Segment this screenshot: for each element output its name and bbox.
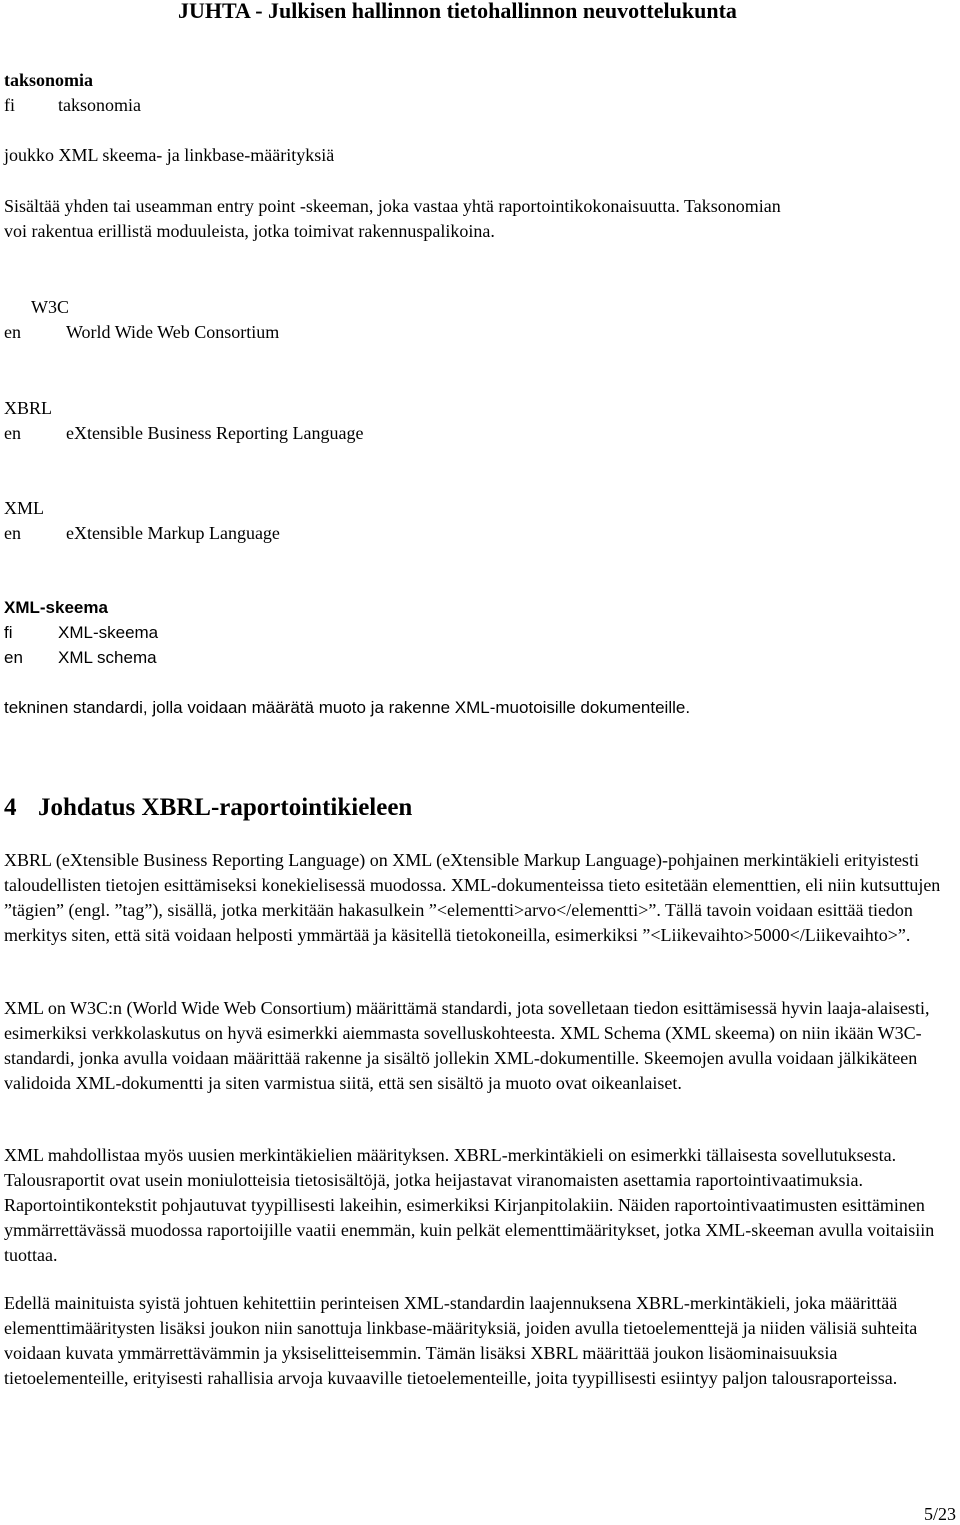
page-number: 5/23 [923, 1504, 956, 1524]
term-en-value: XML schema [58, 648, 157, 667]
term-fi-value: taksonomia [58, 95, 141, 115]
lang-code-en: en [4, 523, 21, 543]
term-w3c: W3C [31, 297, 69, 317]
document-header: JUHTA - Julkisen hallinnon tietohallinnon neuvottelukunta [178, 0, 737, 23]
body-paragraph: Edellä mainituista syistä johtuen kehitettiin perinteisen XML-standardin laajennuksena XBRL-merkintäkieli, joka määrittää elementtimääritysten lisäksi joukon niin sanottuja linkbase-määrityksiä, joiden avulla tietoelementtejä ja niiden välisiä suhteita voidaan kuvata ymmärrettävämmin ja yksiselitteisemmin. Tämän lisäksi XBRL määrittää joukon lisäominaisuuksia tietoelementeille, erityisesti rahallisia arvoja kuvaaville tietoelementeille, joita tyypillisesti esiintyy paljon talousraporteissa. [4, 1293, 918, 1388]
term-note-line: voi rakentua erillistä moduuleista, jotka toimivat rakennuspalikoina. [4, 221, 495, 241]
term-definition: tekninen standardi, jolla voidaan määrätä muoto ja rakenne XML-muotoisille dokumenteille. [4, 698, 691, 717]
body-paragraph: XML mahdollistaa myös uusien merkintäkielien määrityksen. XBRL-merkintäkieli on esimerkki tällaisesta sovellutuksesta. Talousraportit ovat usein moniulotteisia tietosisältöjä, jotka heijastavat viranomaisten asettamia raportointivaatimuksia. Raportointikontekstit pohjautuvat tyypillisesti lakeihin, esimerkiksi Kirjanpitolakiin. Näiden raportointivaatimusten esittäminen ymmärrettävässä muodossa raportoijille vaatii enemmän, kuin pelkät elementtimääritykset, jotka XML-skeeman avulla voitaisiin tuottaa. [4, 1145, 935, 1265]
section-heading [4, 794, 412, 822]
lang-code-en: en [4, 423, 21, 443]
lang-code-en: en [4, 648, 23, 667]
lang-code-en: en [4, 322, 21, 342]
section-number: 4 [4, 794, 17, 821]
term-xml: XML [4, 498, 44, 518]
term-fi-value: XML-skeema [58, 623, 159, 642]
section-title: Johdatus XBRL-raportointikieleen [38, 794, 413, 821]
body-paragraph: XML on W3C:n (World Wide Web Consortium) määrittämä standardi, jota sovelletaan tiedon esittämisessä hyvin laaja-alaisesti, esimerkiksi verkkolaskutus on hyvä esimerkki aiemmasta sovelluskohteesta. XML Schema (XML skeema) on niin ikään W3C-standardi, jonka avulla voidaan määrittää rakenne ja sisältö jollekin XML-dokumentille. Skeemojen avulla voidaan jälkikäteen validoida XML-dokumentti ja siten varmistua siitä, että sen sisältö ja muoto ovat oikeanlaiset. [4, 998, 930, 1093]
body-paragraph: XBRL (eXtensible Business Reporting Language) on XML (eXtensible Markup Language)-pohjainen merkintäkieli erityistesti taloudellisten tietojen esittämiseksi konekielisessä muodossa. XML-dokumenteissa tieto esitetään elementtien, eli niin kutsuttujen ”tägien” (engl. ”tag”), sisällä, jotka merkitään hakasulkein ”<elementti>arvo</elementti>”. Tällä tavoin voidaan esittää tiedon merkitys siten, että sitä voidaan helposti ymmärtää ja käsitellä tietokoneilla, esimerkiksi ”<Liikevaihto>5000</Liikevaihto>”. [4, 850, 941, 945]
term-en-value: World Wide Web Consortium [66, 322, 280, 342]
term-taksonomia: taksonomia [4, 70, 94, 90]
term-xml-skeema: XML-skeema [4, 598, 108, 617]
lang-code-fi: fi [4, 95, 15, 115]
term-en-value: eXtensible Markup Language [66, 523, 280, 543]
term-xbrl: XBRL [4, 398, 53, 418]
term-definition: joukko XML skeema- ja linkbase-määrityksiä [4, 145, 335, 165]
term-en-value: eXtensible Business Reporting Language [66, 423, 364, 443]
lang-code-fi: fi [4, 623, 13, 642]
term-note-line: Sisältää yhden tai useamman entry point -skeeman, joka vastaa yhtä raportointikokonaisuutta. Taksonomian [4, 196, 781, 216]
